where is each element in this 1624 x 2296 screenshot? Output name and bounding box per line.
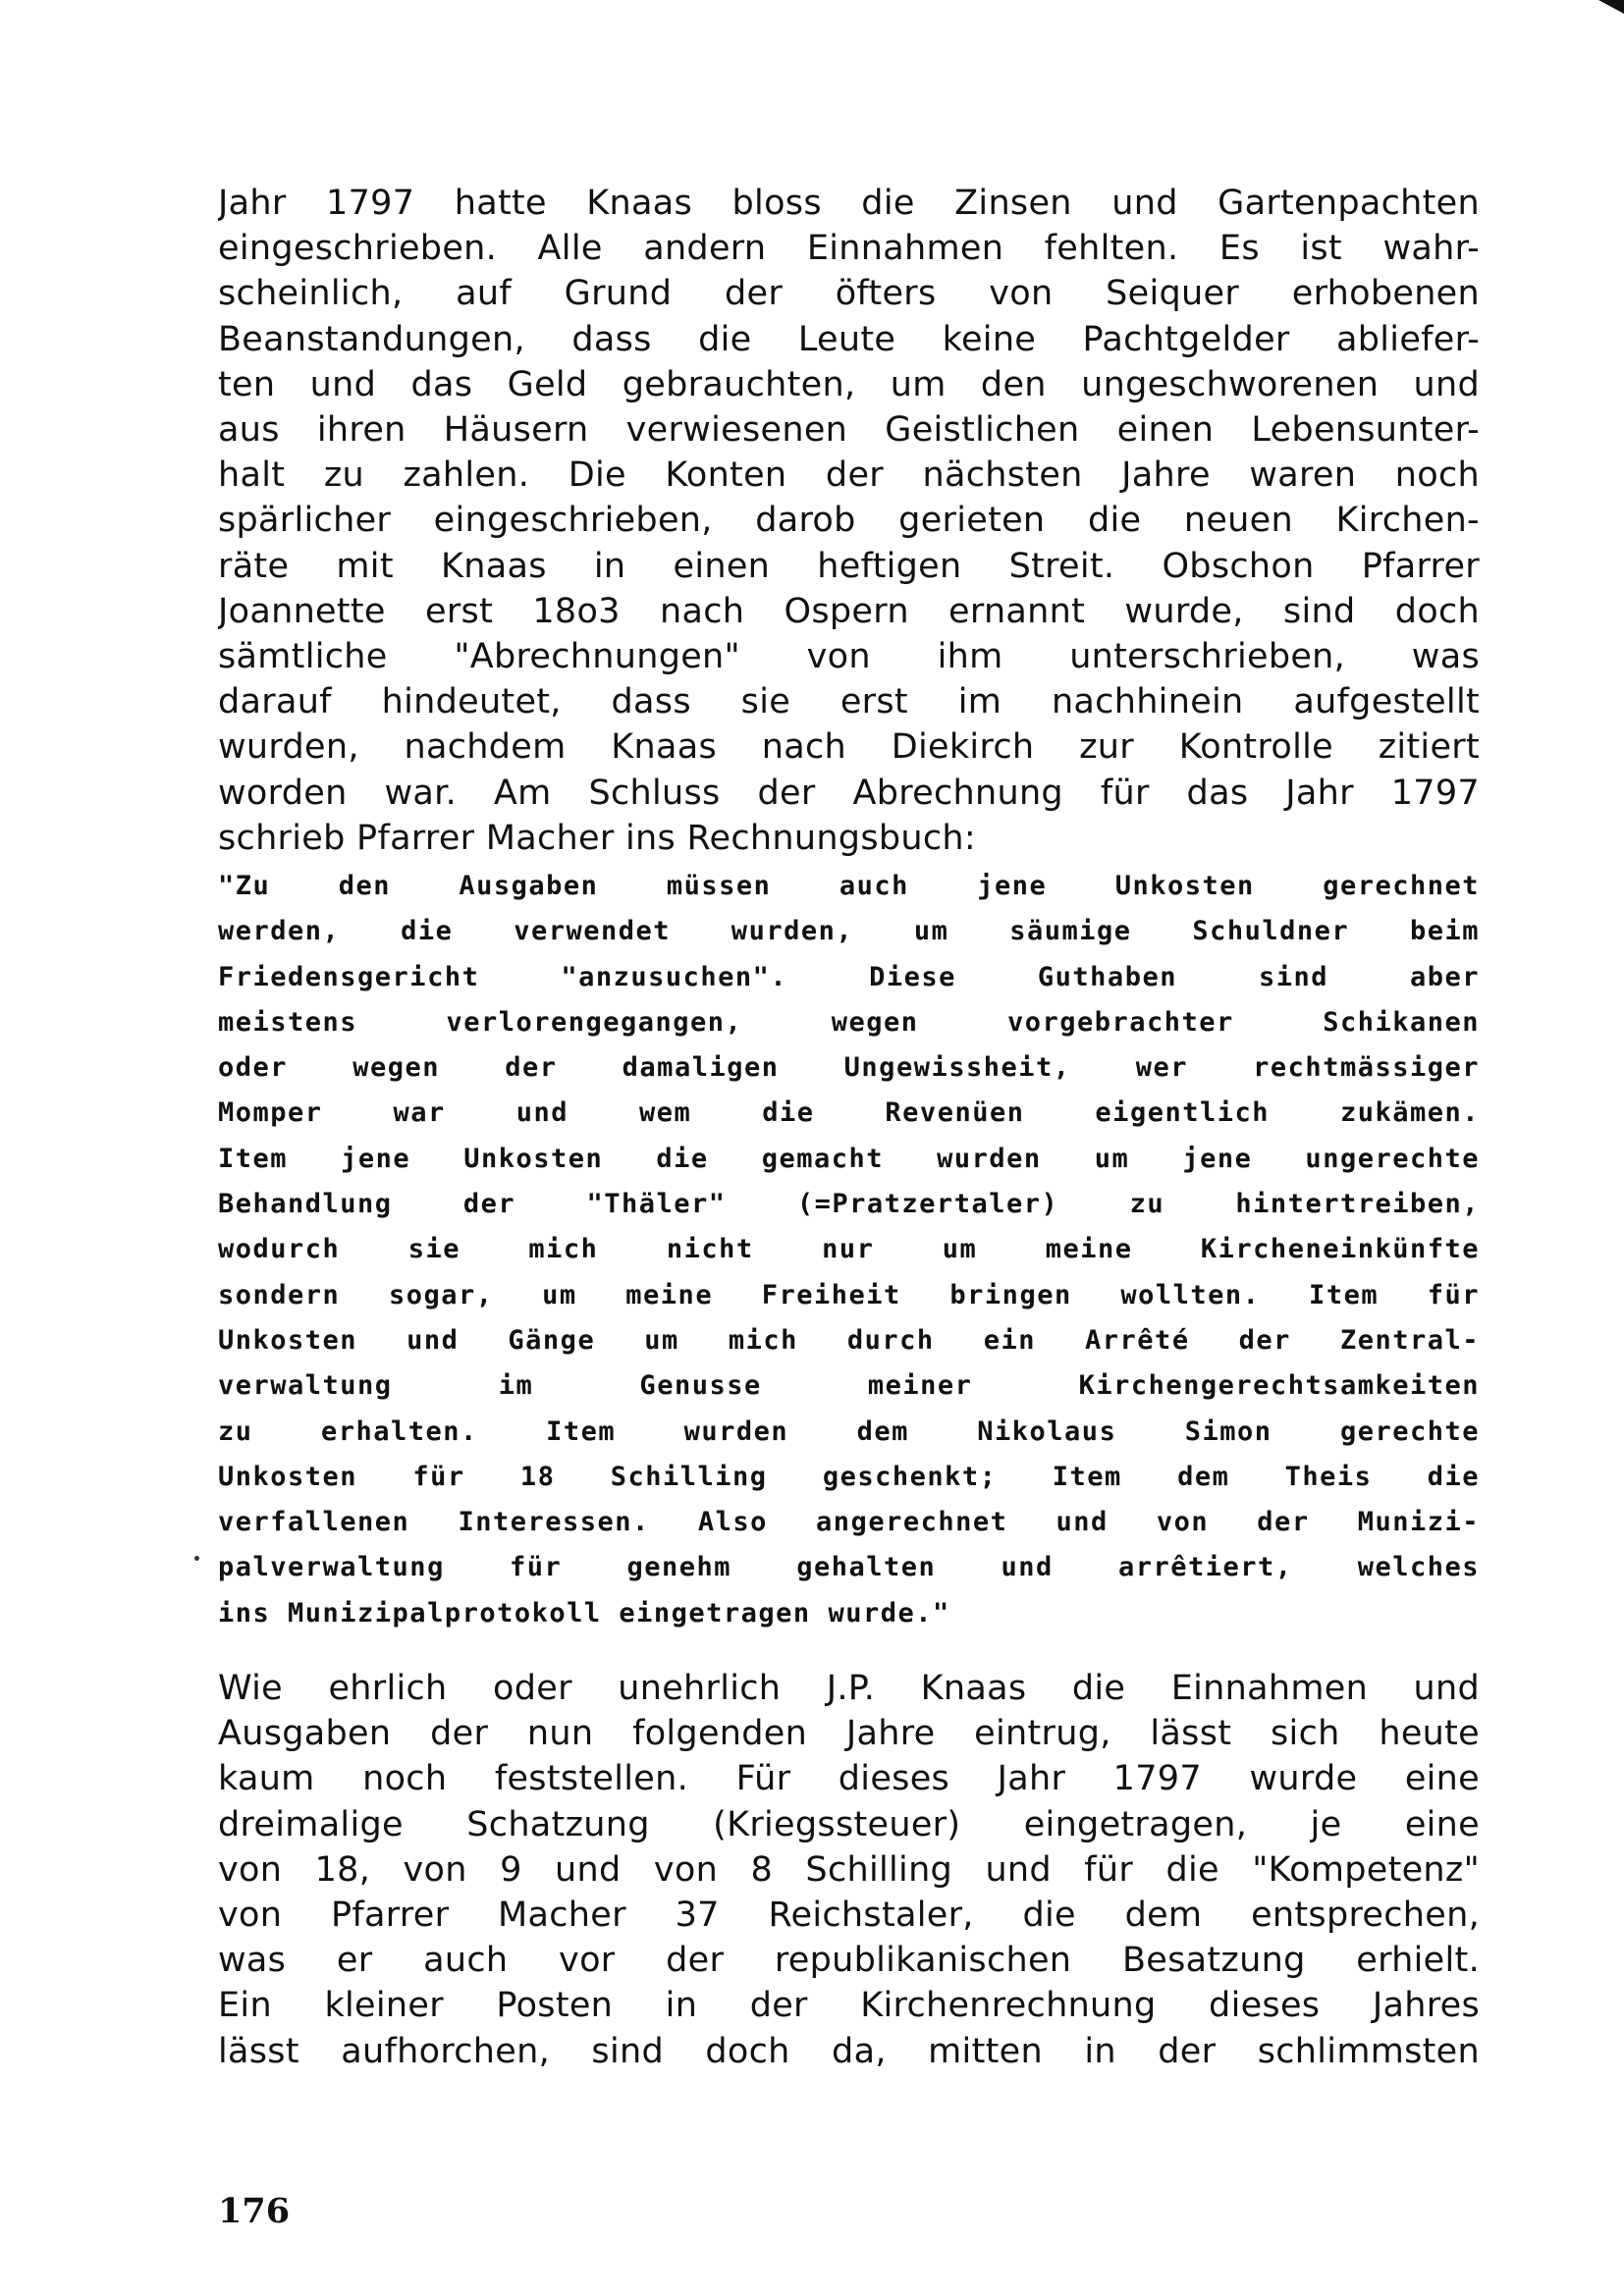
paragraph-bottom xyxy=(218,1666,1480,2074)
quote-line: sondern sogar, um meine Freiheit bringen wollten. Item für xyxy=(218,1279,1480,1310)
text-line: halt zu zahlen. Die Konten der nächsten Jahre waren noch xyxy=(218,455,1480,496)
quote-line: Item jene Unkosten die gemacht wurden um jene ungerechte xyxy=(218,1143,1480,1174)
text-line: eingeschrieben. Alle andern Einnahmen fehlten. Es ist wahr- xyxy=(218,229,1480,269)
text-line: scheinlich, auf Grund der öfters von Seiquer erhobenen xyxy=(218,274,1480,314)
text-line: Wie ehrlich oder unehrlich J.P. Knaas die Einnahmen und xyxy=(218,1669,1480,1708)
scan-corner-mark xyxy=(1598,0,1624,14)
quote-line: Behandlung der "Thäler" (=Pratzertaler) zu hintertreiben, xyxy=(218,1189,1480,1220)
quote-line: Unkosten für 18 Schilling geschenkt; Item dem Theis die xyxy=(218,1461,1480,1492)
text-line: darauf hindeutet, dass sie erst im nachhinein aufgestellt xyxy=(218,682,1480,722)
text-line: Beanstandungen, dass die Leute keine Pachtgelder abliefer- xyxy=(218,319,1480,359)
text-line: Jahr 1797 hatte Knaas bloss die Zinsen und Gartenpachten xyxy=(218,184,1480,223)
quotation-block xyxy=(218,864,1480,1636)
quote-line: wodurch sie mich nicht nur um meine Kircheneinkünfte xyxy=(218,1234,1480,1265)
text-line: räte mit Knaas in einen heftigen Streit. Obschon Pfarrer xyxy=(218,546,1480,586)
text-line: schrieb Pfarrer Macher ins Rechnungsbuch: xyxy=(218,818,976,858)
text-line: wurden, nachdem Knaas nach Diekirch zur Kontrolle zitiert xyxy=(218,727,1480,768)
scan-speck xyxy=(194,1556,199,1561)
paragraph-top xyxy=(218,181,1480,861)
text-line: sämtliche "Abrechnungen" von ihm unterschrieben, was xyxy=(218,637,1480,677)
text-line: lässt aufhorchen, sind doch da, mitten in der schlimmsten xyxy=(218,2031,1480,2071)
text-line: spärlicher eingeschrieben, darob gerieten die neuen Kirchen- xyxy=(218,501,1480,541)
quote-line: ins Munizipalprotokoll eingetragen wurde." xyxy=(218,1597,950,1629)
text-line: aus ihren Häusern verwiesenen Geistlichen einen Lebensunter- xyxy=(218,410,1480,451)
page-number: 176 xyxy=(218,2191,291,2231)
text-line: kaum noch feststellen. Für dieses Jahr 1797 wurde eine xyxy=(218,1759,1480,1799)
quote-line: verwaltung im Genusse meiner Kirchengerechtsamkeiten xyxy=(218,1370,1480,1402)
text-line: von 18, von 9 und von 8 Schilling und für die "Kompetenz" xyxy=(218,1849,1480,1890)
quote-line: meistens verlorengegangen, wegen vorgebrachter Schikanen xyxy=(218,1006,1480,1038)
text-line: was er auch vor der republikanischen Besatzung erhielt. xyxy=(218,1941,1480,1981)
quote-line: Momper war und wem die Revenüen eigentlich zukämen. xyxy=(218,1097,1480,1129)
text-line: Ausgaben der nun folgenden Jahre eintrug, lässt sich heute xyxy=(218,1714,1480,1754)
text-line: von Pfarrer Macher 37 Reichstaler, die dem entsprechen, xyxy=(218,1896,1480,1936)
quote-line: verfallenen Interessen. Also angerechnet und von der Munizi- xyxy=(218,1507,1480,1538)
text-line: Joannette erst 18o3 nach Ospern ernannt wurde, sind doch xyxy=(218,591,1480,631)
text-line: dreimalige Schatzung (Kriegssteuer) eingetragen, je eine xyxy=(218,1804,1480,1844)
text-line: worden war. Am Schluss der Abrechnung für das Jahr 1797 xyxy=(218,773,1480,813)
quote-line: Unkosten und Gänge um mich durch ein Arrêté der Zentral- xyxy=(218,1324,1480,1356)
text-line: ten und das Geld gebrauchten, um den ungeschworenen und xyxy=(218,364,1480,404)
quote-line: oder wegen der damaligen Ungewissheit, wer rechtmässiger xyxy=(218,1052,1480,1084)
quote-line: werden, die verwendet wurden, um säumige Schuldner beim xyxy=(218,916,1480,947)
quote-line: palverwaltung für genehm gehalten und arrêtiert, welches xyxy=(218,1552,1480,1583)
quote-line: Friedensgericht "anzusuchen". Diese Guthaben sind aber xyxy=(218,961,1480,992)
text-line: Ein kleiner Posten in der Kirchenrechnung dieses Jahres xyxy=(218,1986,1480,2026)
quote-line: zu erhalten. Item wurden dem Nikolaus Simon gerechte xyxy=(218,1415,1480,1447)
quote-line: "Zu den Ausgaben müssen auch jene Unkosten gerechnet xyxy=(218,871,1480,901)
